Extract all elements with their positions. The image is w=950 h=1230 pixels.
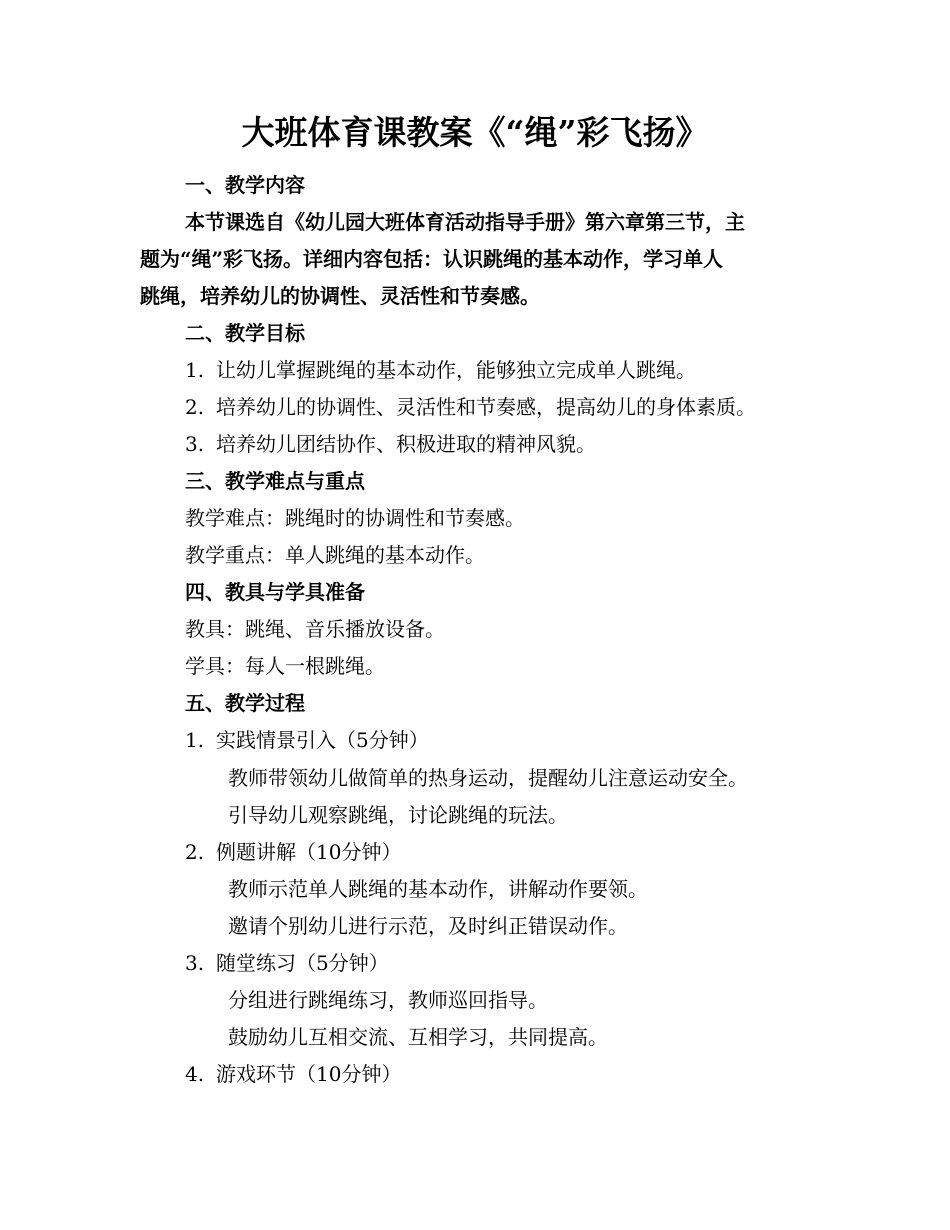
objective-text: 培养幼儿团结协作、积极进取的精神风貌。: [216, 432, 596, 456]
step-number: 2.: [185, 840, 205, 864]
objective-number: 1.: [185, 358, 205, 382]
page-title: 大班体育课教案《“绳”彩飞扬》: [241, 113, 709, 152]
process-step-title: [185, 838, 401, 866]
step-detail: 邀请个别幼儿进行示范，及时纠正错误动作。: [228, 914, 628, 938]
step-title: 随堂练习（5分钟）: [216, 951, 389, 975]
content-paragraph-line: 本节课选自《幼儿园大班体育活动指导手册》第六章第三节，主: [185, 210, 745, 234]
teacher-tools: 教具：跳绳、音乐播放设备。: [185, 617, 445, 641]
process-step-title: [185, 726, 429, 754]
section-heading-difficulties: 三、教学难点与重点: [185, 469, 365, 493]
step-title: 例题讲解（10分钟）: [216, 840, 402, 864]
step-detail: 鼓励幼儿互相交流、互相学习，共同提高。: [228, 1025, 608, 1049]
objective-number: 3.: [185, 432, 205, 456]
step-number: 4.: [185, 1062, 205, 1086]
teaching-key-point: 教学重点：单人跳绳的基本动作。: [185, 543, 485, 567]
step-number: 3.: [185, 951, 205, 975]
step-detail: 引导幼儿观察跳绳，讨论跳绳的玩法。: [228, 803, 568, 827]
step-detail: 教师示范单人跳绳的基本动作，讲解动作要领。: [228, 877, 648, 901]
process-step-title: [185, 949, 389, 977]
student-tools: 学具：每人一根跳绳。: [185, 654, 385, 678]
section-heading-process: 五、教学过程: [185, 691, 305, 715]
section-heading-objectives: 二、教学目标: [185, 321, 305, 345]
step-detail: 分组进行跳绳练习，教师巡回指导。: [228, 988, 548, 1012]
objective-item: [185, 356, 696, 384]
process-step-title: [185, 1060, 401, 1088]
objective-item: [185, 430, 596, 458]
content-paragraph-line: 题为“绳”彩飞扬。详细内容包括：认识跳绳的基本动作，学习单人: [140, 247, 724, 271]
step-detail: 教师带领幼儿做简单的热身运动，提醒幼儿注意运动安全。: [228, 766, 748, 790]
content-paragraph-line: 跳绳，培养幼儿的协调性、灵活性和节奏感。: [140, 284, 540, 308]
step-number: 1.: [185, 728, 205, 752]
objective-text: 让幼儿掌握跳绳的基本动作，能够独立完成单人跳绳。: [216, 358, 696, 382]
step-title: 实践情景引入（5分钟）: [216, 728, 429, 752]
objective-text: 培养幼儿的协调性、灵活性和节奏感，提高幼儿的身体素质。: [216, 395, 756, 419]
objective-number: 2.: [185, 395, 205, 419]
teaching-difficulty: 教学难点：跳绳时的协调性和节奏感。: [185, 506, 525, 530]
section-heading-content: 一、教学内容: [185, 173, 305, 197]
step-title: 游戏环节（10分钟）: [216, 1062, 402, 1086]
section-heading-materials: 四、教具与学具准备: [185, 580, 365, 604]
objective-item: [185, 393, 756, 421]
